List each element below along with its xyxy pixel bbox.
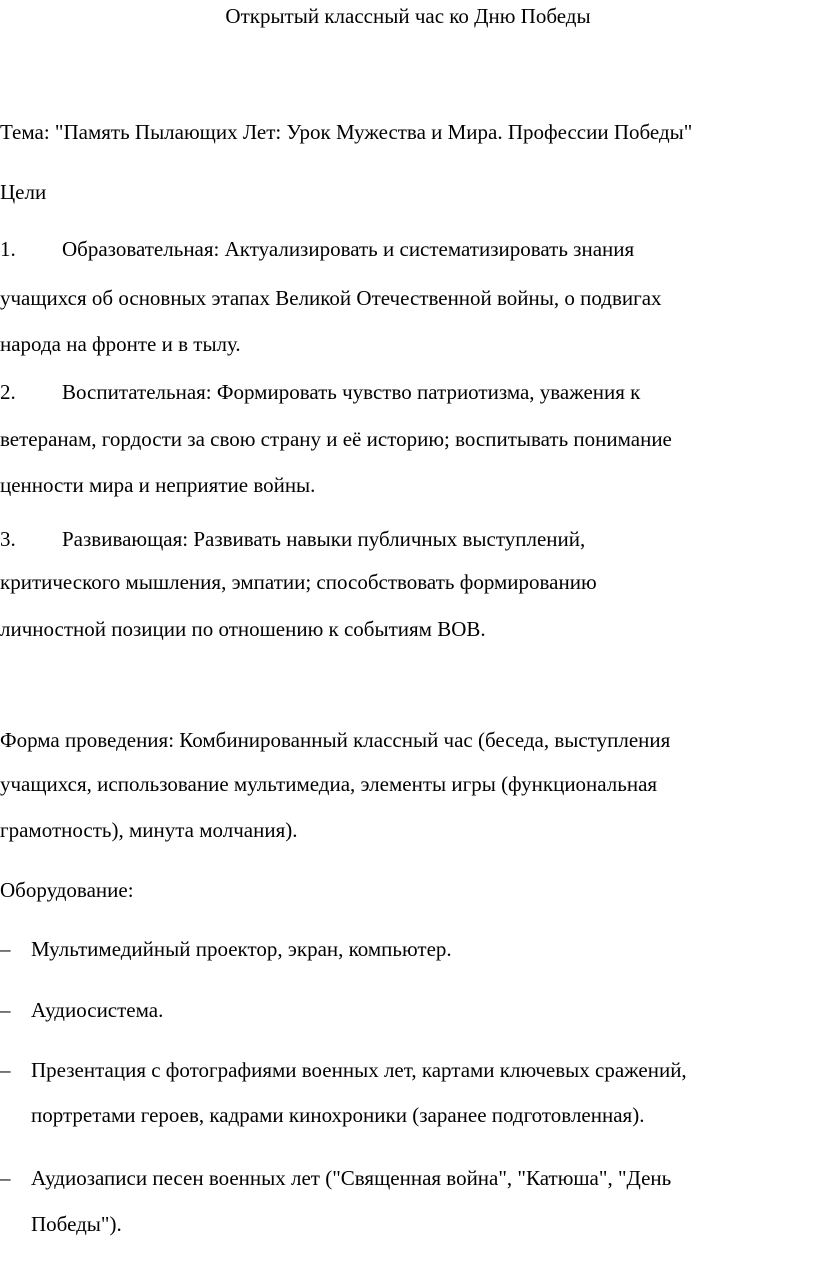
equipment-heading: Оборудование:	[0, 878, 134, 902]
goal-text: Развивающая: Развивать навыки публичных выступлений,	[62, 527, 586, 551]
document-title: Открытый классный час ко Дню Победы	[225, 4, 591, 28]
list-item-text: Мультимедийный проектор, экран, компьютер.	[31, 937, 452, 961]
list-item	[0, 1164, 671, 1192]
goal-line	[0, 378, 640, 406]
goal-line: ценности мира и неприятие войны.	[0, 473, 316, 497]
list-item-text: Презентация с фотографиями военных лет, картами ключевых сражений,	[31, 1058, 687, 1082]
list-item	[0, 1056, 687, 1084]
list-item	[0, 996, 163, 1024]
list-item-continuation: Победы").	[31, 1212, 122, 1236]
goal-line: ветеранам, гордости за свою страну и её историю; воспитывать понимание	[0, 427, 672, 451]
format-line: Форма проведения: Комбинированный классный час (беседа, выступления	[0, 728, 671, 752]
goal-text: Воспитательная: Формировать чувство патриотизма, уважения к	[62, 380, 641, 404]
dash-bullet: –	[0, 1058, 11, 1082]
goal-line: личностной позиции по отношению к событиям ВОВ.	[0, 617, 486, 641]
list-item-continuation: портретами героев, кадрами кинохроники (заранее подготовленная).	[31, 1103, 645, 1127]
dash-bullet: –	[0, 998, 11, 1022]
goal-line: критического мышления, эмпатии; способствовать формированию	[0, 570, 597, 594]
dash-bullet: –	[0, 937, 11, 961]
goals-heading: Цели	[0, 180, 47, 204]
format-line: грамотность), минута молчания).	[0, 818, 298, 842]
topic-line: Тема: "Память Пылающих Лет: Урок Мужества и Мира. Профессии Победы"	[0, 120, 693, 144]
dash-bullet: –	[0, 1166, 11, 1190]
goal-number: 2.	[0, 380, 16, 404]
list-item-text: Аудиозаписи песен военных лет ("Священная война", "Катюша", "День	[31, 1166, 672, 1190]
goal-number: 3.	[0, 527, 16, 551]
goal-line: народа на фронте и в тылу.	[0, 332, 241, 356]
goal-line: учащихся об основных этапах Великой Отечественной войны, о подвигах	[0, 286, 662, 310]
list-item-text: Аудиосистема.	[31, 998, 164, 1022]
goal-line	[0, 235, 634, 263]
goal-line	[0, 525, 585, 553]
list-item	[0, 935, 452, 963]
goal-text: Образовательная: Актуализировать и систематизировать знания	[62, 237, 635, 261]
format-line: учащихся, использование мультимедиа, элементы игры (функциональная	[0, 772, 658, 796]
goal-number: 1.	[0, 237, 16, 261]
